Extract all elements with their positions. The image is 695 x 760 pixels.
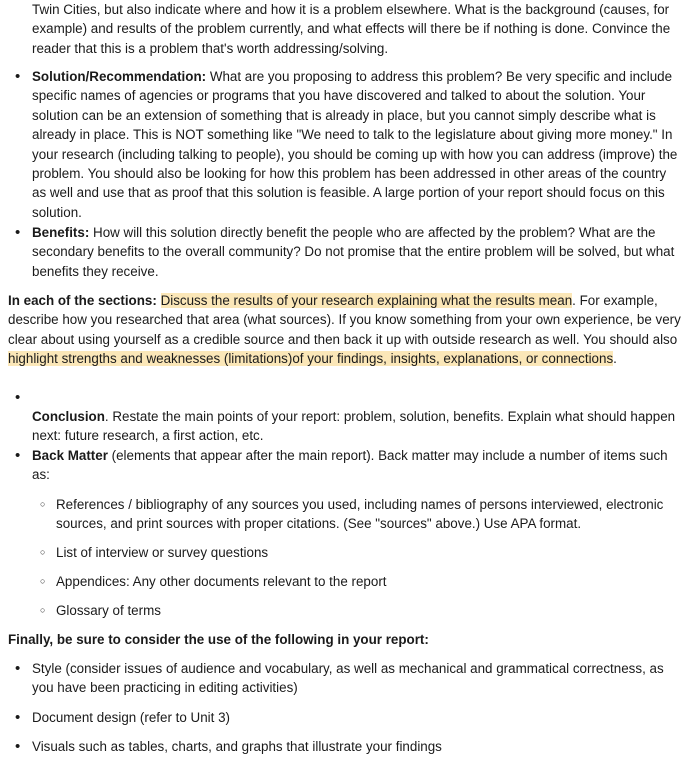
intro-line-2: example) and results of the problem currently, and what effects will there be if nothing is done. Convince the <box>32 21 671 37</box>
solution-item <box>32 67 680 222</box>
sub-bullet-interview: ○ <box>40 547 46 557</box>
conclusion-item <box>32 407 680 446</box>
benefits-label: Benefits: <box>32 225 90 240</box>
bullet-design: • <box>15 709 21 726</box>
intro-line-1: Twin Cities, but also indicate where and how it is a problem elsewhere. What is the background (causes, for <box>32 2 670 17</box>
bullet-solution: • <box>15 68 21 85</box>
conclusion-label: Conclusion <box>32 409 105 424</box>
solution-label: Solution/Recommendation: <box>32 69 207 84</box>
solution-text: What are you proposing to address this problem? Be very specific and include specific names of agencies or programs that you have discovered and talked to about the solution. Your solution can be an extension of something that is already in place, but you cannot simply describe what is already in place. This is NOT something like "We need to talk to the legislature about giving more money." In your research (including talking to people), you should be coming up with how you can address (improve) the problem. You should also be looking for how this problem has been addressed in other areas of the country as well and use that as proof that this solution is feasible. A large portion of your report should focus on this solution. <box>32 69 678 220</box>
bullet-empty: • <box>15 389 21 406</box>
back-matter-label: Back Matter <box>32 448 108 463</box>
bullet-style: • <box>15 660 21 677</box>
finally-visuals: Visuals such as tables, charts, and graphs that illustrate your findings <box>32 739 442 754</box>
conclusion-text: . Restate the main points of your report: problem, solution, benefits. Explain what should happen next: future research, a first action, etc. <box>32 409 676 444</box>
finally-heading <box>8 630 688 649</box>
back-matter-appendices: Appendices: Any other documents relevant to the report <box>56 574 387 589</box>
sections-text-1: . For example, describe how you researched that area (what sources). If you know something from your own experience, be very clear about using yourself as a credible source and then back it up with outside research as well. You should also <box>8 293 681 347</box>
benefits-text: How will this solution directly benefit the people who are affected by the problem? What are the secondary benefits to the overall community? Do not promise that the entire problem will be solved, but what benefits they receive. <box>32 225 675 279</box>
sections-highlight-1: Discuss the results of your research explaining what the results mean <box>160 293 573 308</box>
sections-label: In each of the sections: <box>8 293 157 308</box>
finally-heading-text: Finally, be sure to consider the use of the following in your report: <box>8 632 429 647</box>
back-matter-interview: List of interview or survey questions <box>56 545 269 560</box>
sub-bullet-appendices: ○ <box>40 576 46 586</box>
sections-highlight-2: highlight strengths and weaknesses (limitations)of your findings, insights, explanations, or connections <box>8 351 614 367</box>
back-matter-text: (elements that appear after the main report). Back matter may include a number of items such as: <box>32 448 668 483</box>
sub-bullet-references: ○ <box>40 499 46 509</box>
sub-bullet-glossary: ○ <box>40 605 46 615</box>
finally-style: Style (consider issues of audience and vocabulary, as well as mechanical and grammatical correctness, as you have been practicing in editing activities) <box>32 661 664 696</box>
sections-paragraph <box>8 291 684 369</box>
intro-line-3: reader that this is a problem that's worth addressing/solving. <box>32 40 389 56</box>
bullet-visuals: • <box>15 738 21 755</box>
bullet-benefits: • <box>15 224 21 241</box>
back-matter-glossary: Glossary of terms <box>56 603 161 618</box>
back-matter-item <box>32 446 680 485</box>
back-matter-references: References / bibliography of any sources you used, including names of persons interviewed, electronic sources, and print sources with proper citations. (See "sources" above.) Use APA format. <box>56 497 664 532</box>
intro-text <box>32 0 682 58</box>
bullet-back-matter: • <box>15 447 21 464</box>
sections-text-2: . <box>613 351 617 367</box>
benefits-item <box>32 223 680 281</box>
finally-design: Document design (refer to Unit 3) <box>32 710 230 725</box>
